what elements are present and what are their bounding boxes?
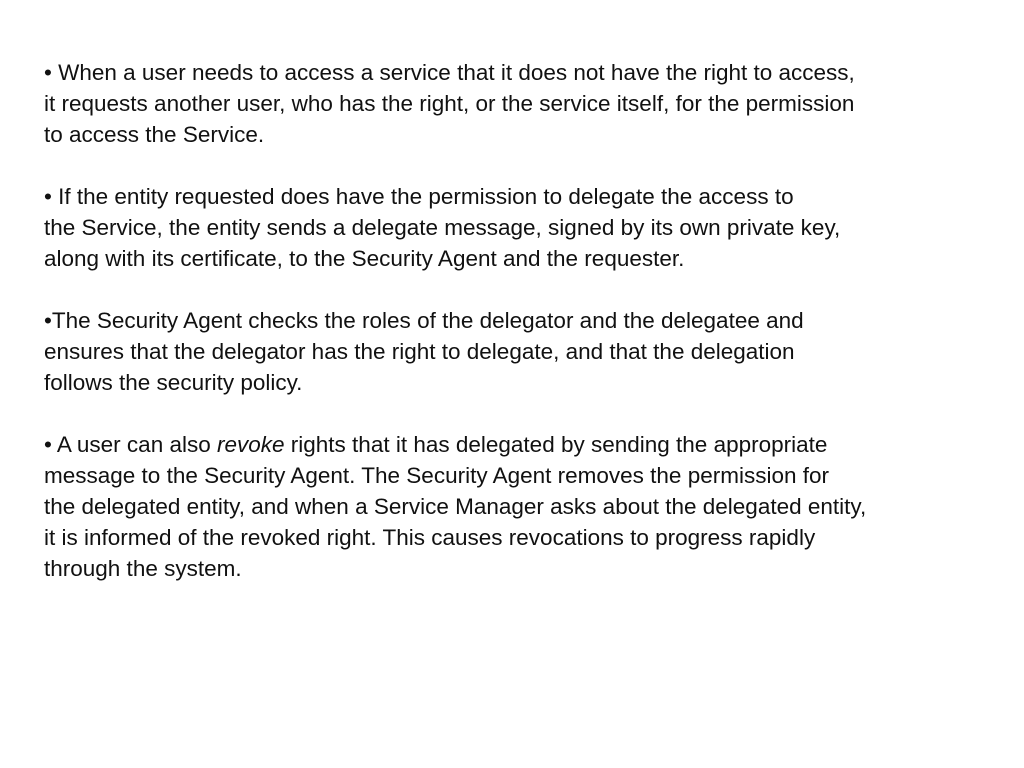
text-line: ensures that the delegator has the right to delegate, and that the delegation <box>44 339 795 364</box>
text-line: to access the Service. <box>44 122 265 147</box>
text-line: follows the security policy. <box>44 370 303 395</box>
text-line-with-emphasis <box>44 429 994 460</box>
text-line: •The Security Agent checks the roles of the delegator and the delegatee and <box>44 308 804 333</box>
text-line: • If the entity requested does have the permission to delegate the access to <box>44 184 794 209</box>
slide-body <box>44 57 994 615</box>
text-fragment: • A user can also <box>44 432 217 457</box>
revoke-emphasis: revoke <box>216 432 285 457</box>
text-line: the delegated entity, and when a Service Manager asks about the delegated entity, <box>44 494 867 519</box>
bullet-paragraph-revoke <box>44 429 994 584</box>
bullet-paragraph-delegate-message <box>44 181 994 274</box>
text-line: through the system. <box>44 556 242 581</box>
text-line: • When a user needs to access a service that it does not have the right to access, <box>44 60 855 85</box>
text-line: it requests another user, who has the right, or the service itself, for the permission <box>44 91 855 116</box>
text-line: message to the Security Agent. The Security Agent removes the permission for <box>44 463 829 488</box>
text-line: along with its certificate, to the Security Agent and the requester. <box>44 246 685 271</box>
text-line: it is informed of the revoked right. This causes revocations to progress rapidly <box>44 525 816 550</box>
text-fragment: rights that it has delegated by sending the appropriate <box>284 432 828 457</box>
text-line: the Service, the entity sends a delegate message, signed by its own private key, <box>44 215 841 240</box>
bullet-paragraph-access-request <box>44 57 994 150</box>
bullet-paragraph-security-agent-check <box>44 305 994 398</box>
